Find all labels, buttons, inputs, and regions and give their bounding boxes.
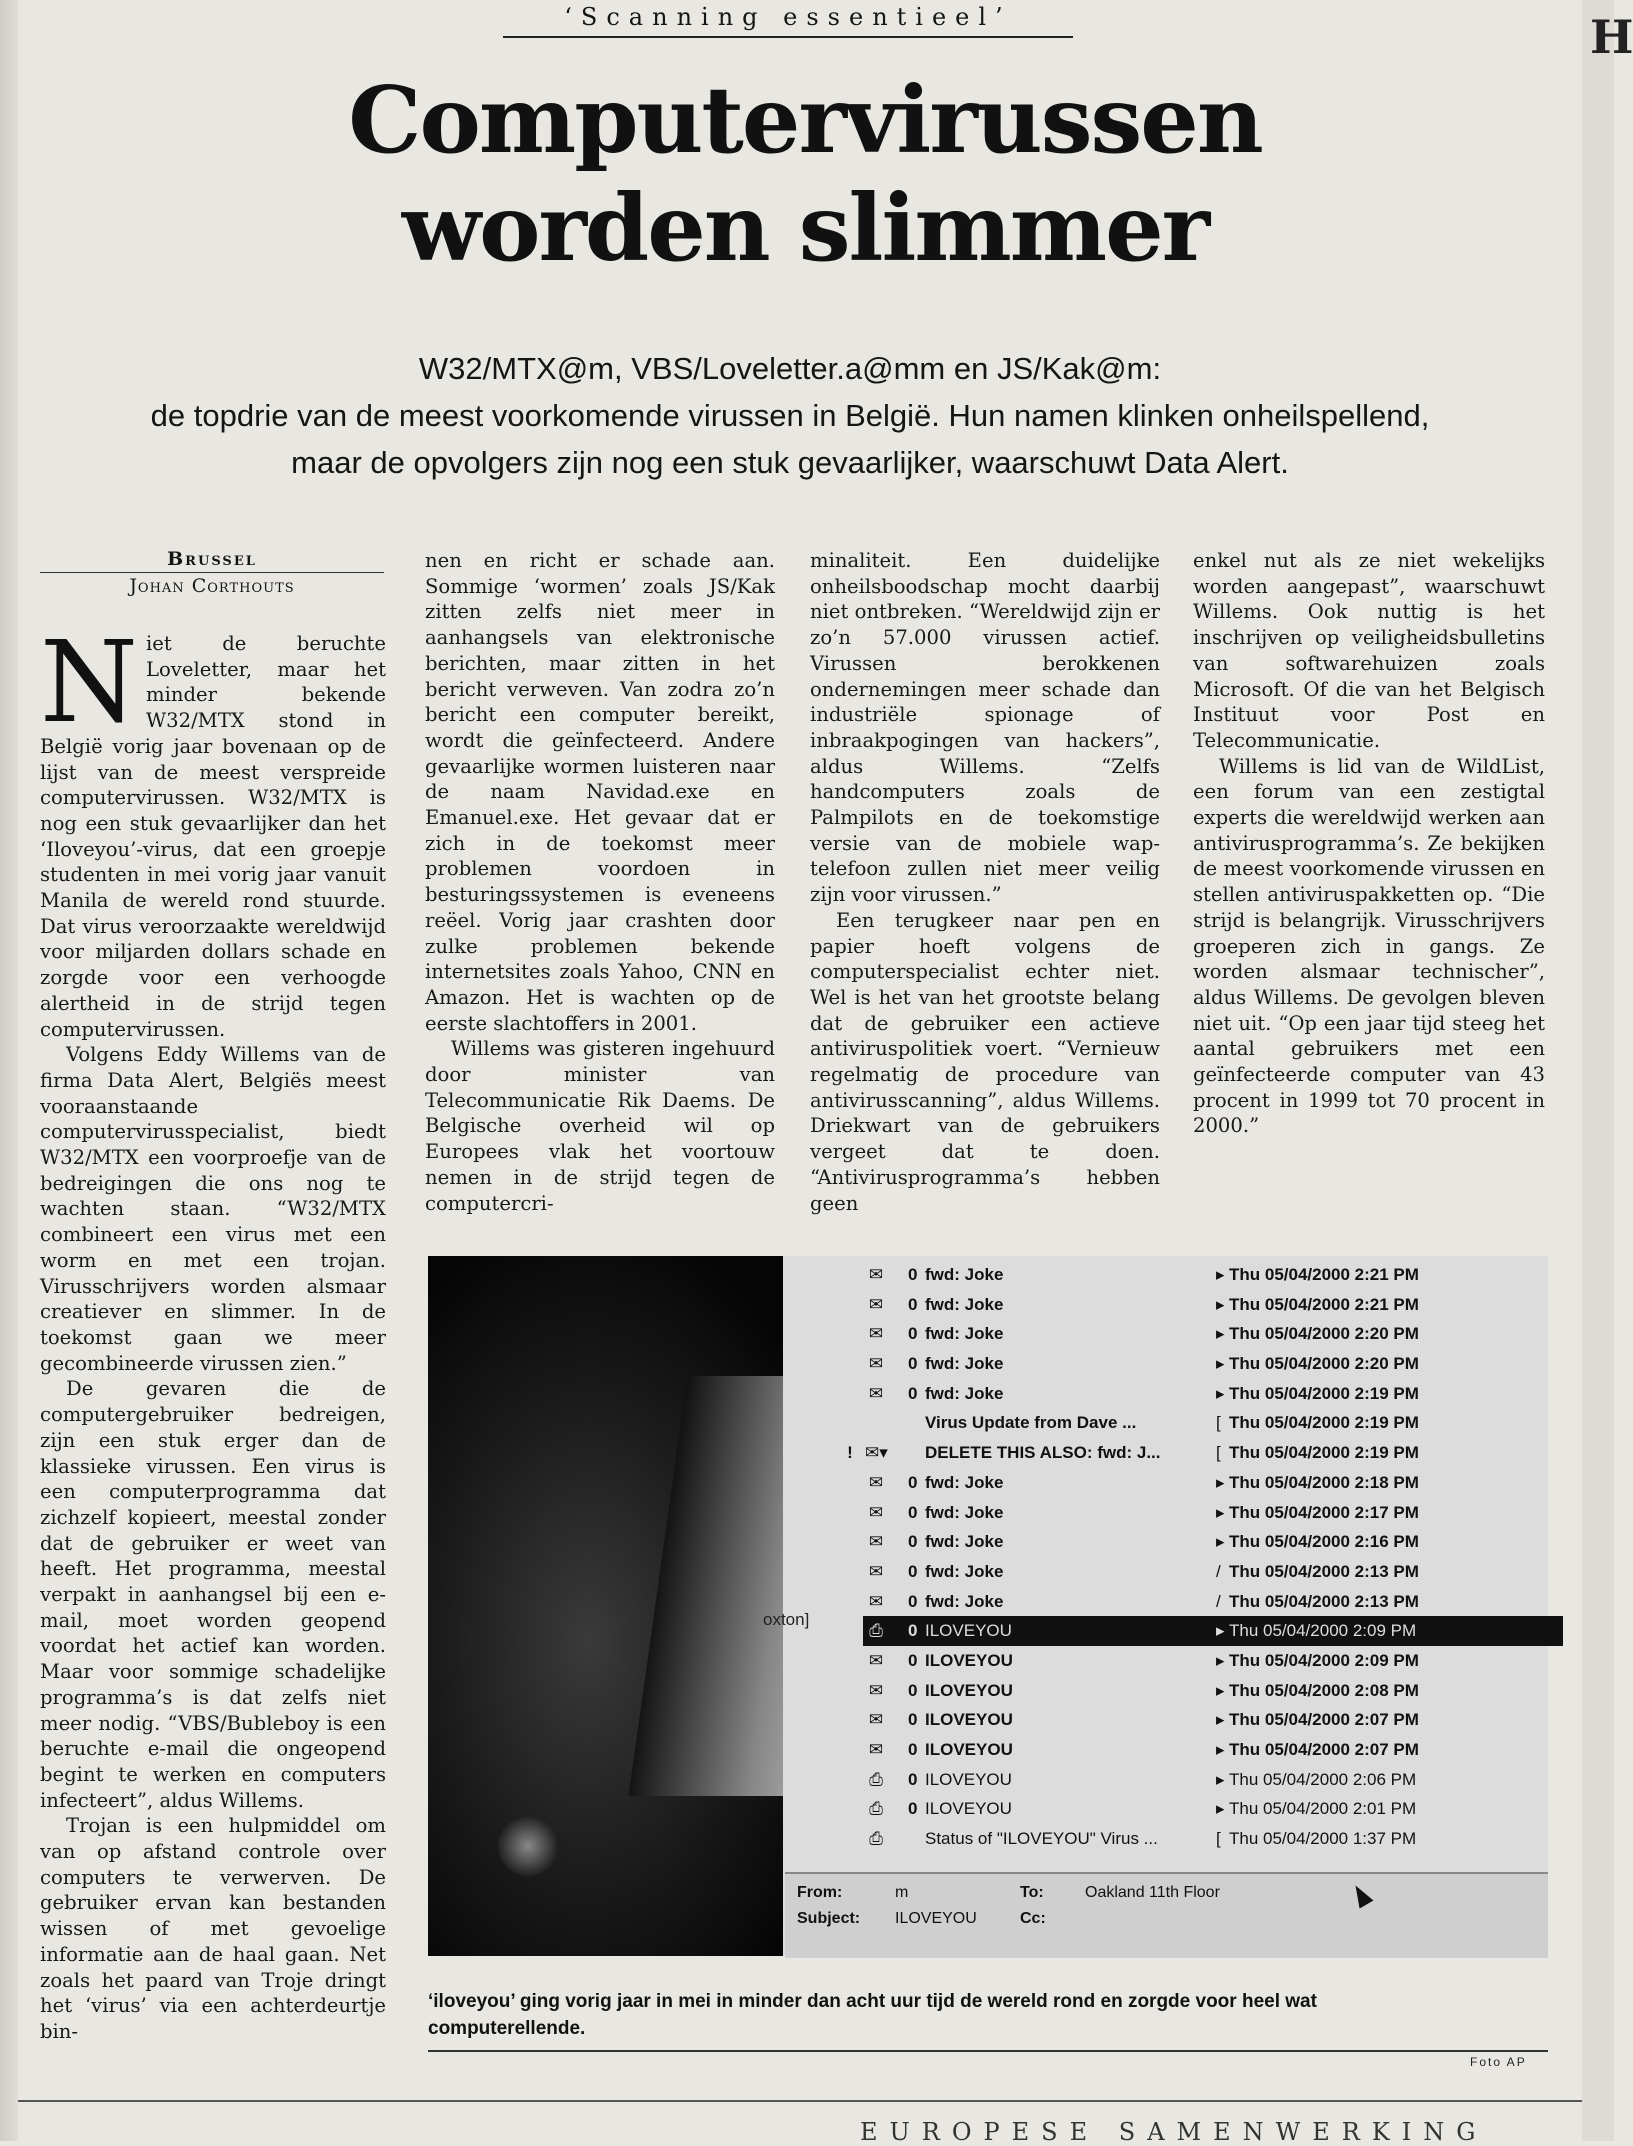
attachment-count: 0: [908, 1294, 918, 1314]
attachment-count: 0: [908, 1502, 918, 1522]
status-mark-icon: ▸: [1216, 1799, 1225, 1819]
priority-flag-icon: !: [847, 1443, 853, 1463]
email-date: Thu 05/04/2000 2:20 PM: [1229, 1354, 1419, 1374]
status-mark-icon: /: [1216, 1591, 1221, 1611]
attachment-count: 0: [908, 1383, 918, 1403]
status-mark-icon: ▸: [1216, 1740, 1225, 1759]
page-divider: [18, 2100, 1582, 2102]
status-mark-icon: [: [1216, 1443, 1221, 1463]
page-gutter-right: [1582, 0, 1633, 2141]
attachment-count: 0: [908, 1561, 918, 1581]
paragraph: nen en richt er schade aan. Sommige ‘wormen’ zoals JS/Kak zitten zelfs niet meer in aanhangsels van elektronische berichten, maar zitten in het bericht verweven. Van zodra zo’n bericht een computer bereikt, wordt die geïnfecteerd. Andere gevaarlijke wormen luisteren naar de naam Navidad.exe en Emanuel.exe. Het gevaar dat er zich in de toekomst meer problemen voordoen in besturingssystemen is eveneens reëel. Vorig jaar crashten door zulke problemen bekende internetsites zoals Yahoo, CNN en Amazon. Het is wachten op de eerste slachtoffers in 2001.: [425, 549, 775, 1035]
caption-divider: [428, 2050, 1548, 2052]
email-list: [847, 1260, 1563, 1854]
email-row: [863, 1379, 1563, 1409]
attachment-count: 0: [908, 1591, 918, 1611]
photo-credit: Foto AP: [1470, 2055, 1527, 2069]
paragraph: Willems is lid van de WildList, een forum van een zestigtal experts die wereldwijd werken aan antivirusprogramma’s. Ze bekijken de meest voorkomende virussen en stellen antiviruspakketten op. “Die strijd is belangrijk. Virusschrijvers groeperen zich in gangs. Ze worden alsmaar technischer”, aldus Willems. De gevolgen bleven niet uit. “Op een jaar tijd steeg het aantal gebruikers met een geïnfecteerde computer van 43 procent in 1999 tot 70 procent in 2000.”: [1193, 754, 1545, 1138]
article-column-2: [425, 548, 775, 1216]
email-date: Thu 05/04/2000 2:01 PM: [1229, 1799, 1417, 1819]
email-date: Thu 05/04/2000 2:19 PM: [1229, 1413, 1419, 1433]
email-row: [863, 1587, 1563, 1617]
to-value: Oakland 11th Floor: [1085, 1884, 1220, 1901]
email-subject: Status of "ILOVEYOU" Virus ...: [925, 1829, 1158, 1849]
photo-light-spot: [498, 1816, 558, 1876]
email-subject: fwd: Joke: [925, 1383, 1004, 1403]
from-label: From:: [797, 1884, 843, 1901]
envelope-icon: ⎙: [869, 1829, 883, 1849]
email-row: [863, 1676, 1563, 1706]
email-subject: fwd: Joke: [925, 1265, 1004, 1284]
email-row: [863, 1260, 1563, 1290]
headline: [200, 66, 1410, 282]
paragraph: Niet de beruchte Loveletter, maar het minder bekende W32/MTX stond in België vorig jaar bovenaan op de lijst van de meest verspreide computervirussen. W32/MTX is nog een stuk gevaarlijker dan het ‘Iloveyou’-virus, dat een groepje studenten in mei vorig jaar vanuit Manila de wereld rond stuurde. Dat virus veroorzaakte wereldwijd voor miljarden dollars schade en zorgde voor een verhoogde alertheid in de strijd tegen computervirussen.: [40, 618, 386, 1041]
attachment-count: 0: [908, 1740, 918, 1759]
email-subject: Virus Update from Dave ...: [925, 1413, 1137, 1433]
email-date: Thu 05/04/2000 1:37 PM: [1229, 1829, 1417, 1849]
email-row: [863, 1824, 1563, 1854]
email-subject: ILOVEYOU: [925, 1621, 1012, 1641]
envelope-icon: ✉: [868, 1294, 884, 1314]
status-mark-icon: ▸: [1216, 1710, 1225, 1730]
email-date: Thu 05/04/2000 2:13 PM: [1229, 1591, 1419, 1611]
attachment-count: 0: [908, 1324, 918, 1344]
status-mark-icon: ▸: [1216, 1769, 1225, 1789]
email-date: Thu 05/04/2000 2:19 PM: [1229, 1383, 1419, 1403]
status-mark-icon: [: [1216, 1829, 1221, 1849]
headline-line-1: Computervirussen: [348, 66, 1262, 174]
email-date: Thu 05/04/2000 2:18 PM: [1229, 1472, 1419, 1492]
email-subject: fwd: Joke: [925, 1294, 1004, 1314]
envelope-icon: ✉: [868, 1354, 884, 1374]
envelope-icon: ✉: [868, 1680, 884, 1700]
envelope-icon: ✉: [868, 1502, 884, 1522]
subhead-line-3: maar de opvolgers zijn nog een stuk gevaarlijker, waarschuwt Data Alert.: [291, 445, 1289, 480]
attachment-count: 0: [908, 1532, 918, 1552]
email-subject: fwd: Joke: [925, 1502, 1004, 1522]
headline-line-2: worden slimmer: [401, 174, 1209, 282]
status-mark-icon: ▸: [1216, 1472, 1225, 1492]
email-subject: fwd: Joke: [925, 1472, 1004, 1492]
attachment-count: 0: [908, 1621, 918, 1641]
page-gutter-left: [0, 0, 18, 2141]
email-date: Thu 05/04/2000 2:17 PM: [1229, 1502, 1419, 1522]
email-date: Thu 05/04/2000 2:06 PM: [1229, 1769, 1417, 1789]
email-date: Thu 05/04/2000 2:09 PM: [1229, 1650, 1419, 1670]
email-subject: ILOVEYOU: [925, 1680, 1013, 1700]
attachment-count: 0: [908, 1710, 918, 1730]
paragraph: Trojan is een hulpmiddel om van op afstand controle over computers te verwerven. De gebruiker ervan kan bestanden wissen of met gevoelige informatie aan de haal gaan. Net zoals het paard van Troje dringt het ‘virus’ via een achterdeurtje bin-: [40, 1814, 386, 2043]
email-row: [863, 1527, 1563, 1557]
email-date: Thu 05/04/2000 2:07 PM: [1229, 1710, 1419, 1730]
email-subject: ILOVEYOU: [925, 1650, 1013, 1670]
email-row: [863, 1408, 1563, 1438]
status-mark-icon: ▸: [1216, 1324, 1225, 1344]
attachment-count: 0: [908, 1472, 918, 1492]
attachment-count: 0: [908, 1680, 918, 1700]
envelope-icon: ✉: [868, 1383, 884, 1403]
email-subject: fwd: Joke: [925, 1591, 1004, 1611]
envelope-icon: ✉: [868, 1265, 884, 1284]
envelope-icon: ✉: [868, 1710, 884, 1730]
article-column-1: [40, 618, 386, 2045]
envelope-icon: ⎙: [869, 1799, 883, 1819]
email-row: [863, 1319, 1563, 1349]
envelope-icon: ✉: [868, 1532, 884, 1552]
paragraph: minaliteit. Een duidelijke onheilsboodschap mocht daarbij niet ontbreken. “Wereldwijd zijn er zo’n 57.000 virussen actief. Virussen berokkenen ondernemingen meer schade dan industriële spionage of inbraakpogingen van hackers”, aldus Willems. “Zelfs handcomputers zoals de Palmpilots en de toekomstige versie van de mobiele wap-telefoon zullen niet meer veilig zijn voor virussen.”: [810, 549, 1160, 907]
status-mark-icon: ▸: [1216, 1383, 1225, 1403]
email-row: [863, 1557, 1563, 1587]
envelope-icon: ✉: [868, 1561, 884, 1581]
next-article-fragment: EUROPESE SAMENWERKING: [860, 2118, 1488, 2146]
email-date: Thu 05/04/2000 2:21 PM: [1229, 1265, 1419, 1284]
attachment-count: 0: [908, 1354, 918, 1374]
attachment-count: 0: [908, 1265, 918, 1284]
status-mark-icon: ▸: [1216, 1354, 1225, 1374]
status-mark-icon: ▸: [1216, 1265, 1225, 1284]
envelope-icon: ✉: [868, 1472, 884, 1492]
envelope-icon: ✉: [868, 1591, 884, 1611]
article-column-4: [1193, 548, 1545, 1139]
envelope-icon: ✉: [868, 1650, 884, 1670]
status-mark-icon: ▸: [1216, 1294, 1225, 1314]
paragraph: Volgens Eddy Willems van de firma Data Alert, Belgiës meest vooraanstaande computervirusspecialist, biedt W32/MTX een voorproefje van de bedreigingen die ons nog te wachten staan. “W32/MTX combineert een virus met een worm en met een trojan. Virusschrijvers worden alsmaar creatiever en slimmer. In de toekomst gaan we meer gecombineerde virussen zien.”: [40, 1043, 386, 1375]
status-mark-icon: ▸: [1216, 1532, 1225, 1552]
paragraph: enkel nut als ze niet wekelijks worden aangepast”, waarschuwt Willems. Ook nuttig is het inschrijven op veiligheidsbulletins van softwarehuizen zoals Microsoft. Of die van het Belgisch Instituut voor Post en Telecommunicatie.: [1193, 549, 1545, 752]
cut-off-window-text: oxton]: [763, 1610, 810, 1629]
email-row: [863, 1646, 1563, 1676]
subject-value: ILOVEYOU: [895, 1910, 977, 1927]
envelope-icon: ✉: [868, 1740, 884, 1759]
email-row: [863, 1349, 1563, 1379]
envelope-icon: ⎙: [869, 1621, 883, 1641]
envelope-icon: ✉: [868, 1324, 884, 1344]
attachment-count: 0: [908, 1769, 918, 1789]
subhead-line-2: de topdrie van de meest voorkomende virussen in België. Hun namen klinken onheilspellend,: [150, 398, 1430, 433]
email-date: Thu 05/04/2000 2:13 PM: [1229, 1561, 1419, 1581]
email-row: [863, 1735, 1563, 1765]
email-row: [863, 1468, 1563, 1498]
email-date: Thu 05/04/2000 2:16 PM: [1229, 1532, 1419, 1552]
byline: [40, 548, 384, 597]
paragraph: Een terugkeer naar pen en papier hoeft volgens de computerspecialist echter niet. Wel is het van het grootste belang dat de gebruiker een actieve antiviruspolitiek voert. “Vernieuw regelmatig de procedure van antivirusscanning”, aldus Willems. Driekwart van de gebruikers vergeet dat te doen. “Antivirusprogramma’s hebben geen: [810, 908, 1160, 1215]
email-date: Thu 05/04/2000 2:19 PM: [1229, 1443, 1419, 1463]
status-mark-icon: /: [1216, 1561, 1221, 1581]
email-date: Thu 05/04/2000 2:09 PM: [1229, 1621, 1417, 1641]
email-subject: ILOVEYOU: [925, 1740, 1013, 1759]
from-value: m: [895, 1884, 909, 1901]
email-subject: fwd: Joke: [925, 1354, 1004, 1374]
subhead-line-1: W32/MTX@m, VBS/Loveletter.a@mm en JS/Kak@m:: [418, 351, 1162, 386]
envelope-icon: ⎙: [869, 1769, 883, 1789]
status-mark-icon: ▸: [1216, 1621, 1225, 1641]
email-subject: ILOVEYOU: [925, 1769, 1012, 1789]
attachment-count: 0: [908, 1650, 918, 1670]
subject-label: Subject:: [797, 1910, 861, 1927]
email-row: [863, 1498, 1563, 1528]
email-row: [863, 1616, 1563, 1646]
status-mark-icon: [: [1216, 1413, 1221, 1433]
email-date: Thu 05/04/2000 2:07 PM: [1229, 1740, 1419, 1759]
email-row: [863, 1290, 1563, 1320]
adjacent-article-fragment: [18, 0, 36, 610]
email-date: Thu 05/04/2000 2:21 PM: [1229, 1294, 1419, 1314]
email-subject: ILOVEYOU: [925, 1799, 1012, 1819]
attachment-count: 0: [908, 1799, 918, 1819]
subheadline: [120, 345, 1460, 486]
email-date: Thu 05/04/2000 2:20 PM: [1229, 1324, 1419, 1344]
news-photo: [428, 1256, 1548, 1956]
status-mark-icon: ▸: [1216, 1650, 1225, 1670]
status-mark-icon: ▸: [1216, 1680, 1225, 1700]
paragraph: De gevaren die de computergebruiker bedreigen, zijn een stuk erger dan de klassieke virussen. Een virus is een computerprogramma dat zichzelf kopieert, meestal zonder dat de gebruiker er weet van heeft. Het programma, meestal verpakt in aanhangsel bij een e-mail, moet worden geopend voordat het actief kan worden. Maar voor sommige schadelijke programma’s is dat zelfs niet meer nodig. “VBS/Bubleboy is een beruchte e-mail die ongeopend begint te werken en computers infecteert”, aldus Willems.: [40, 1377, 386, 1812]
kicker: ‘Scanning essentieel’: [503, 0, 1073, 38]
dateline-city: Brussel: [40, 548, 384, 573]
adjacent-headline-fragment: H: [1590, 10, 1633, 64]
email-subject: ILOVEYOU: [925, 1710, 1013, 1730]
email-subject: fwd: Joke: [925, 1561, 1004, 1581]
envelope-icon: ✉▾: [865, 1443, 888, 1463]
email-date: Thu 05/04/2000 2:08 PM: [1229, 1680, 1419, 1700]
paragraph: Willems was gisteren ingehuurd door minister van Telecommunicatie Rik Daems. De Belgische overheid wil op Europees vlak het voortouw nemen in de strijd tegen de computercri-: [425, 1037, 775, 1215]
email-subject: fwd: Joke: [925, 1532, 1004, 1552]
cc-label: Cc:: [1020, 1910, 1046, 1927]
status-mark-icon: ▸: [1216, 1502, 1225, 1522]
email-subject: DELETE THIS ALSO: fwd: J...: [925, 1443, 1161, 1463]
email-row: [863, 1705, 1563, 1735]
email-row: [863, 1794, 1563, 1824]
author-name: Johan Corthouts: [129, 575, 295, 597]
email-subject: fwd: Joke: [925, 1324, 1004, 1344]
to-label: To:: [1020, 1884, 1044, 1901]
article-column-3: [810, 548, 1160, 1216]
drop-cap: N: [40, 618, 138, 748]
photo-caption: ‘iloveyou’ ging vorig jaar in mei in minder dan acht uur tijd de wereld rond en zorgde voor heel wat computerellende.: [428, 1991, 1317, 2039]
email-row: [847, 1438, 1563, 1468]
email-preview-header: [785, 1872, 1548, 1958]
email-row: [863, 1765, 1563, 1795]
